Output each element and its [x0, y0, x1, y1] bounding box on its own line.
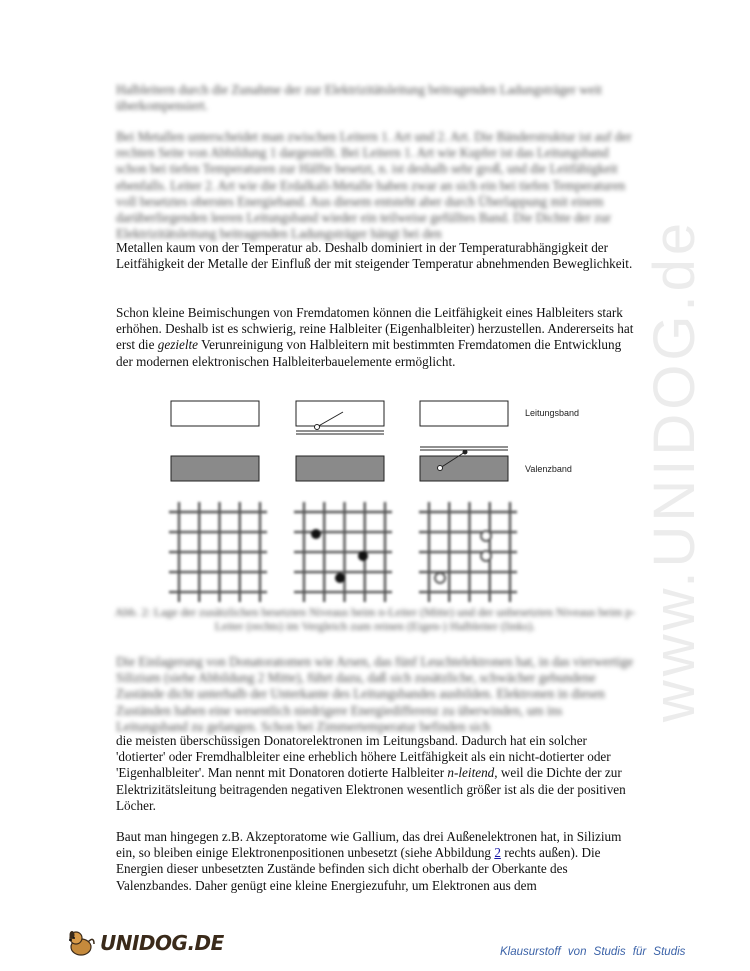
electron-dot [315, 425, 320, 430]
dog-mascot-icon [66, 928, 96, 958]
acceptor-hole [435, 573, 445, 583]
blurred-paragraph-2: Bei Metallen unterscheidet man zwischen Leitern 1. Art und 2. Art. Die Bänderstruktur ist auf der rechten Seite von Abbildung 1 dargestellt. Bei Leitern 1. Art wie Kupfer ist das Leitungsband schon bei tiefen Temperaturen zur Hälfte besetzt, n. ist deshalb sehr groß, und die Leitfähigkeit ebenfalls. Leiter 2. Art wie die Erdalkali-Metalle haben zwar an sich ein bei tiefen Temperaturen voll besetztes oberstes Energieband. Aus diesem entsteht aber durch Überlappung mit einem darüberliegenden leeren Leitungsband wieder ein teilweise gefülltes Band. Die Dichte der zur Elektrizitätsleitung beitragenden Ladungsträger hängt bei den [116, 129, 632, 242]
watermark: www.UNIDOG.de [642, 218, 708, 722]
valence-band-box-middle [296, 456, 384, 481]
crystal-lattice-group [169, 502, 517, 602]
paragraph-p-type: Baut man hingegen z.B. Akzeptoratome wie Gallium, das drei Außenelektronen hat, in Silizium ein, so bleiben einige Elektronenpositionen unbesetzt (siehe Abbildung 2 rechts außen). Die Energien dieser unbesetzten Zustände befinden sich dicht oberhalb der Oberkante des Valenzbandes. Daher genügt eine kleine Energiezufuhr, um Elektronen aus dem [116, 829, 622, 893]
electron-dot [463, 450, 468, 455]
blurred-paragraph-1: Halbleitern durch die Zunahme der zur Elektrizitätsleitung beitragenden Ladungsträger weit überkompensiert. [116, 82, 602, 114]
figure-caption: Abb. 2: Lage der zusätzlichen besetzten Niveaus beim n-Leiter (Mitte) und der unbesetzten Niveaus beim p-Leiter (rechts) im Vergleich zum reinen (Eigen-) Halbleiter (links). [114, 605, 636, 633]
hole-dot [438, 466, 443, 471]
emphasis-n-leitend: n-leitend [447, 765, 495, 781]
paragraph-metals: Metallen kaum von der Temperatur ab. Deshalb dominiert in der Temperaturabhängigkeit der Leitfähigkeit der Metalle der Einfluß der mit steigender Temperatur abnehmenden Beweglichkeit. [116, 240, 633, 272]
footer-tagline: Klausurstoff von Studis für Studis [500, 946, 686, 958]
emphasis-gezielte: gezielte [157, 337, 199, 353]
paragraph-n-type: die meisten überschüssigen Donatorelektronen im Leitungsband. Dadurch hat ein solcher 'dotierter' oder Fremdhalbleiter eine erheblich höhere Leitfähigkeit als ein nicht-dotierter oder 'Eigenhalbleiter'. Man nennt mit Donatoren dotierte Halbleiter n-leitend, weil die Dichte der zur Elektrizitätsleitung beitragenden negativen Elektronen wesentlich größer ist als die der positiven Löcher. [116, 733, 626, 813]
paragraph-impurities: Schon kleine Beimischungen von Fremdatomen können die Leitfähigkeit eines Halbleiters stark erhöhen. Deshalb ist es schwierig, reine Halbleiter (Eigenhalbleiter) herzustellen. Andererseits hat erst die gezielte Verunreinigung von Halbleitern mit bestimmten Fremdatomen die Entwicklung der modernen elektronischen Halbleiterbauelemente ermöglicht. [116, 305, 634, 369]
label-leitungsband: Leitungsband [525, 408, 580, 418]
band-diagram-figure [165, 396, 605, 606]
donor-atom [335, 573, 345, 583]
donor-atom [311, 529, 321, 539]
acceptor-hole [481, 531, 491, 541]
figure-reference-link[interactable]: 2 [494, 845, 501, 861]
acceptor-hole [481, 551, 491, 561]
valence-band-box-left [171, 456, 259, 481]
conduction-band-box-right [420, 401, 508, 426]
unidog-logo[interactable] [66, 928, 224, 958]
lattice-n-type [294, 502, 392, 602]
valence-band-box-right [420, 456, 508, 481]
blurred-paragraph-3: Die Einlagerung von Donatoratomen wie Arsen, das fünf Leuchtelektronen hat, in das vierwertige Silizium (siehe Abbildung 2 Mitte), führt dazu, daß sich zusätzliche, schwächer gebundene Zustände dicht unterhalb der Unterkante des Leitungsbandes ausbilden. Elektronen in diesen Zuständen haben eine wesentlich niedrigere Energiedifferenz zu überwinden, um ins Leitungsband zu gelangen. Schon bei Zimmertemperatur befinden sich [116, 654, 634, 734]
lattice-p-type [419, 502, 517, 602]
donor-atom [358, 551, 368, 561]
logo-text: UNIDOG.DE [100, 931, 224, 955]
label-valenzband: Valenzband [525, 464, 572, 474]
lattice-intrinsic [169, 502, 267, 602]
conduction-band-box-left [171, 401, 259, 426]
